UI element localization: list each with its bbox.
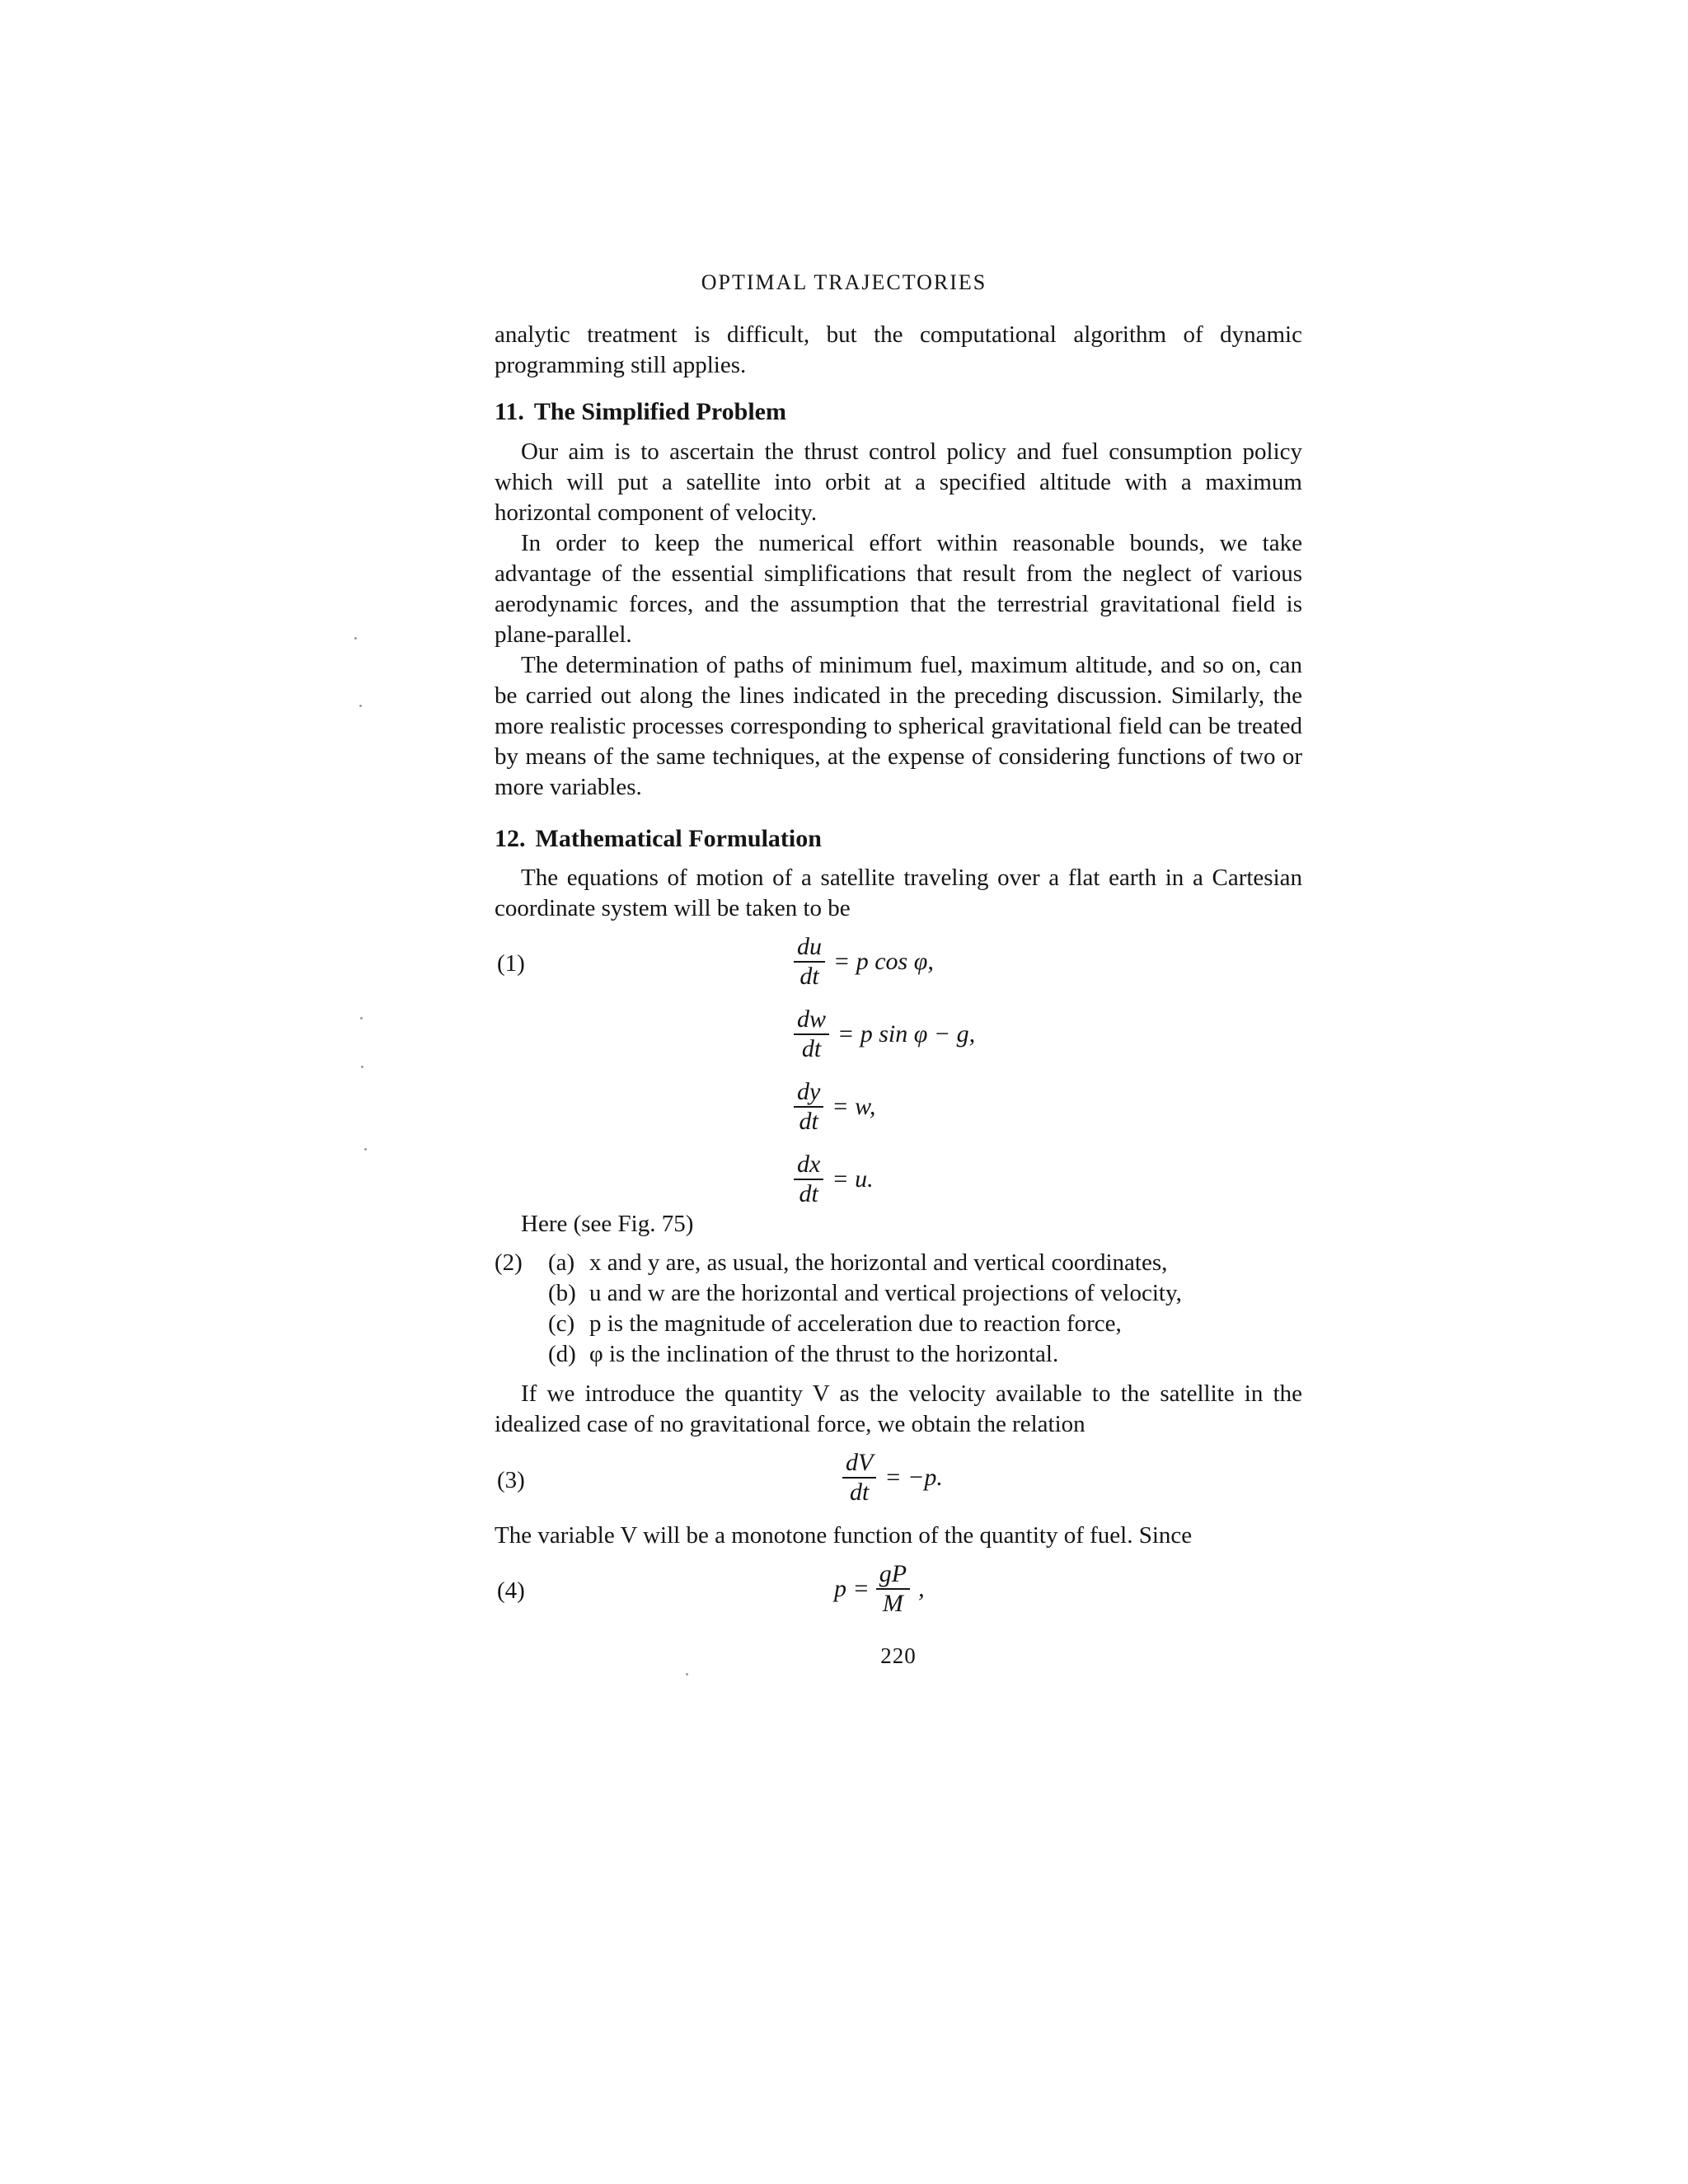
- numerator: du: [797, 933, 822, 960]
- fraction: [794, 933, 825, 991]
- list-item-label: (b): [548, 1280, 576, 1306]
- list-item-text: p is the magnitude of acceleration due to reaction force,: [589, 1310, 1122, 1337]
- numerator: dw: [797, 1005, 827, 1033]
- intro-paragraph: analytic treatment is difficult, but the computational algorithm of dynamic programming still applies.: [495, 321, 1302, 378]
- list-item-d: [548, 1339, 1302, 1370]
- list-item-text: x and y are, as usual, the horizontal and vertical coordinates,: [589, 1249, 1168, 1276]
- running-head: OPTIMAL TRAJECTORIES: [701, 270, 987, 294]
- equation-3: [842, 1449, 943, 1507]
- scan-speck: [686, 1673, 688, 1675]
- right-hand-side: = p cos φ,: [833, 948, 934, 975]
- section-11-paragraph-3: The determination of paths of minimum fuel, maximum altitude, and so on, can be carried out along the lines indicated in the preceding discussion. Similarly, the more realistic processes corresponding to spherical gravitational field can be treated by means of the same techniques, at the expense of considering functions of two or more variables.: [495, 652, 1302, 800]
- equation-1-line-3: [794, 1078, 875, 1136]
- numerator: dy: [797, 1078, 821, 1105]
- list-item-label: (a): [548, 1249, 575, 1276]
- section-11-title: The Simplified Problem: [533, 398, 786, 425]
- equation-1-line-2: [794, 1005, 975, 1063]
- scan-speck: [359, 705, 362, 707]
- right-hand-side: = u.: [832, 1165, 874, 1193]
- fraction: [876, 1560, 910, 1618]
- fraction: [794, 1078, 823, 1136]
- list-item-label: (c): [548, 1310, 575, 1337]
- equation-3-label: (3): [497, 1467, 525, 1493]
- numerator: dx: [797, 1151, 821, 1178]
- fraction: [794, 1005, 829, 1063]
- list-item-label: (d): [548, 1341, 576, 1367]
- list-item-text: φ is the inclination of the thrust to the horizontal.: [589, 1341, 1059, 1367]
- section-12-heading: [495, 825, 1302, 853]
- list-item-b: [548, 1278, 1302, 1309]
- right-hand-side: = −p.: [884, 1464, 943, 1491]
- scan-speck: [361, 1066, 363, 1068]
- section-11-paragraph-2: In order to keep the numerical effort within reasonable bounds, we take advantage of the essential simplifications that result from the neglect of various aerodynamic forces, and the assumption that the terrestrial gravitational field is plane-parallel.: [495, 530, 1302, 648]
- denominator: M: [882, 1590, 903, 1617]
- denominator: dt: [799, 1108, 818, 1135]
- denominator: dt: [799, 1180, 818, 1207]
- left-hand-side: p =: [834, 1575, 870, 1602]
- equation-1-line-4: [794, 1151, 874, 1208]
- denominator: dt: [801, 1035, 822, 1062]
- numerator: dV: [846, 1449, 874, 1476]
- right-hand-side: = w,: [832, 1093, 876, 1120]
- scan-speck: [354, 637, 357, 640]
- velocity-paragraph: If we introduce the quantity V as the velocity available to the satellite in the idealized case of no gravitational force, we obtain the relation: [495, 1380, 1302, 1437]
- list-item-text: u and w are the horizontal and vertical projections of velocity,: [589, 1280, 1182, 1306]
- equation-1-label: (1): [497, 950, 525, 977]
- fuel-paragraph: The variable V will be a monotone function of the quantity of fuel. Since: [495, 1522, 1193, 1549]
- section-11-number: 11.: [495, 398, 524, 425]
- fraction: [842, 1449, 876, 1507]
- section-11-heading: [495, 398, 1302, 426]
- list-item-c: [548, 1309, 1302, 1339]
- section-12-number: 12.: [495, 825, 526, 852]
- equation-4-label: (4): [497, 1577, 525, 1604]
- here-text: Here (see Fig. 75): [521, 1211, 694, 1237]
- fraction: [794, 1151, 823, 1208]
- list-2-label: (2): [495, 1249, 523, 1276]
- equation-1-line-1: [794, 933, 934, 991]
- right-hand-side: = p sin φ − g,: [837, 1020, 976, 1047]
- denominator: dt: [799, 963, 819, 990]
- section-11-paragraph-1: Our aim is to ascertain the thrust control policy and fuel consumption policy which will put a satellite into orbit at a specified altitude with a maximum horizontal component of velocity.: [495, 438, 1302, 526]
- right-hand-side: ,: [918, 1575, 925, 1602]
- denominator: dt: [849, 1479, 870, 1506]
- scan-speck: [364, 1148, 367, 1151]
- scan-speck: [360, 1017, 363, 1019]
- section-12-paragraph-1: The equations of motion of a satellite traveling over a flat earth in a Cartesian coordinate system will be taken to be: [495, 865, 1302, 921]
- list-item-a: [548, 1248, 1302, 1278]
- numerator: gP: [879, 1560, 907, 1587]
- equation-4: [834, 1560, 925, 1618]
- section-12-title: Mathematical Formulation: [535, 825, 822, 852]
- page-number: 220: [880, 1643, 917, 1668]
